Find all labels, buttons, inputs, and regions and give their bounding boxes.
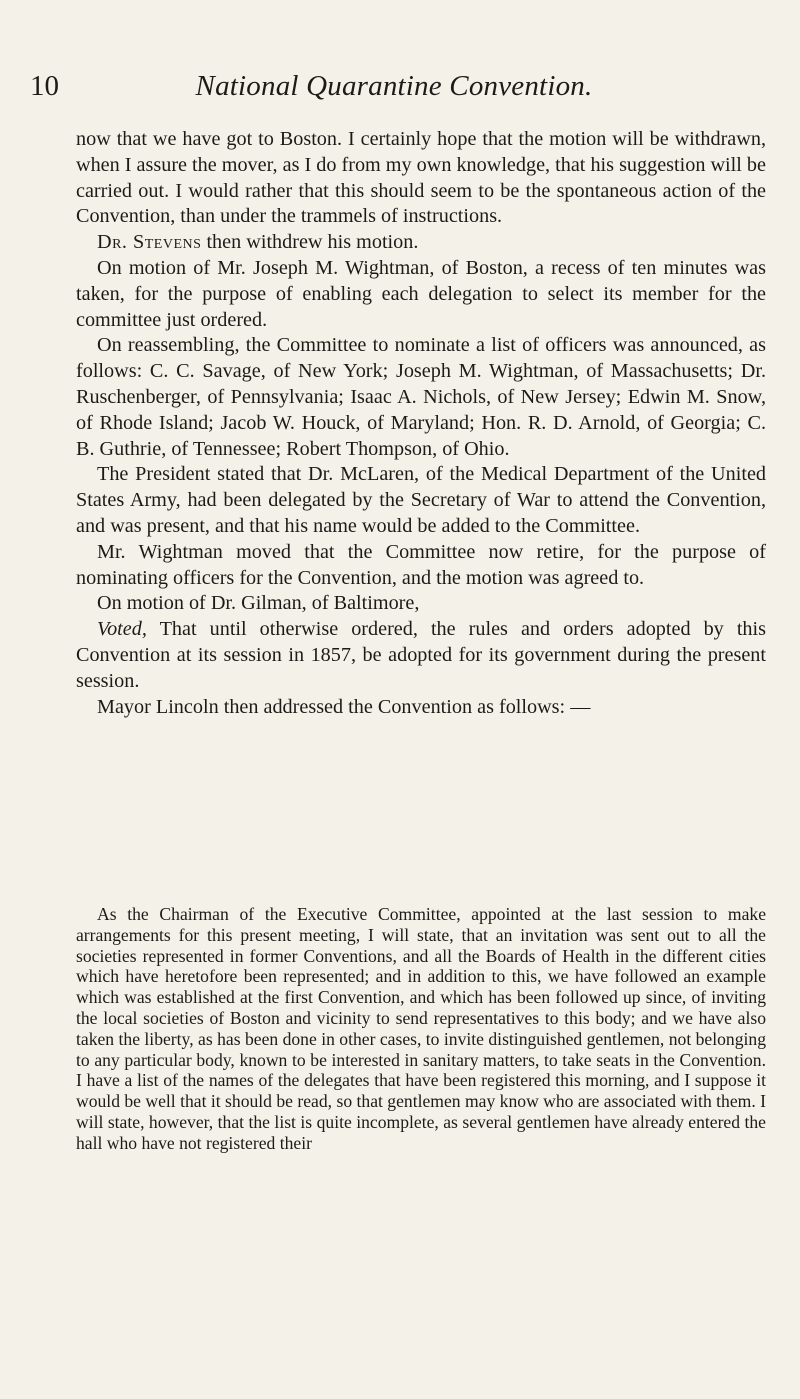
paragraph-withdrawal — [76, 230, 766, 256]
page-number: 10 — [30, 70, 59, 102]
paragraph-text: then withdrew his motion. — [201, 231, 419, 254]
paragraph-gilman-motion: On motion of Dr. Gilman, of Baltimore, — [97, 592, 420, 615]
address-quote — [76, 904, 766, 1154]
paragraph-text: That until otherwise ordered, the rules and orders adopted by this Convention at its session in 1857, be adopted for its government during the present session. — [76, 618, 766, 692]
paragraph-wightman-motion: Mr. Wightman moved that the Committee now retire, for the purpose of nominating officers for the Convention, and the motion was agreed to. — [76, 540, 766, 589]
paragraph-mayor-address: Mayor Lincoln then addressed the Convention as follows: — — [97, 695, 591, 718]
body-text — [76, 127, 766, 720]
voted-label: Voted, — [97, 618, 147, 641]
paragraph-committee-list: On reassembling, the Committee to nominate a list of officers was announced, as follows: C. C. Savage, of New York; Joseph M. Wightman, of Massachusetts; Dr. Ruschenberger, of Pennsylvania; Isaac A. Nichols, of New Jersey; Edwin M. Snow, of Rhode Island; Jacob W. Houck, of Maryland; Hon. R. D. Arnold, of Georgia; C. B. Guthrie, of Tennessee; Robert Thompson, of Ohio. — [76, 334, 766, 460]
paragraph-voted — [76, 617, 766, 694]
quote-paragraph: As the Chairman of the Executive Committee, appointed at the last session to make arrangements for this present meeting, I will state, that an invitation was sent out to all the societies represented in former Conventions, and all the Boards of Health in the different cities which have heretofore been represented; and in addition to this, we have followed an example which was established at the first Convention, and which has been followed up since, of inviting the local societies of Boston and vicinity to send representatives to this body; and we have also taken the liberty, as has been done in other cases, to invite distinguished gentlemen, not belonging to any particular body, known to be interested in sanitary matters, to take seats in the Convention. I have a list of the names of the delegates that have been registered this morning, and I suppose it would be well that it should be read, so that gentlemen may know who are associated with them. I will state, however, that the list is quite incomplete, as several gentlemen have already entered the hall who have not registered their — [76, 904, 766, 1153]
paragraph-recess: On motion of Mr. Joseph M. Wightman, of Boston, a recess of ten minutes was taken, for the purpose of enabling each delegation to select its member for the committee just ordered. — [76, 256, 766, 331]
paragraph-president-statement: The President stated that Dr. McLaren, of the Medical Department of the United States Army, had been delegated by the Secretary of War to attend the Convention, and was present, and that his name would be added to the Committee. — [76, 463, 766, 537]
paragraph-continuation: now that we have got to Boston. I certainly hope that the motion will be withdrawn, when I assure the mover, as I do from my own knowledge, that his suggestion will be carried out. I would rather that this should seem to be the spontaneous action of the Convention, than under the trammels of instructions. — [76, 128, 766, 228]
speaker-name: Dr. Stevens — [97, 231, 202, 254]
page-header — [30, 70, 758, 110]
running-title: National Quarantine Convention. — [195, 70, 593, 102]
